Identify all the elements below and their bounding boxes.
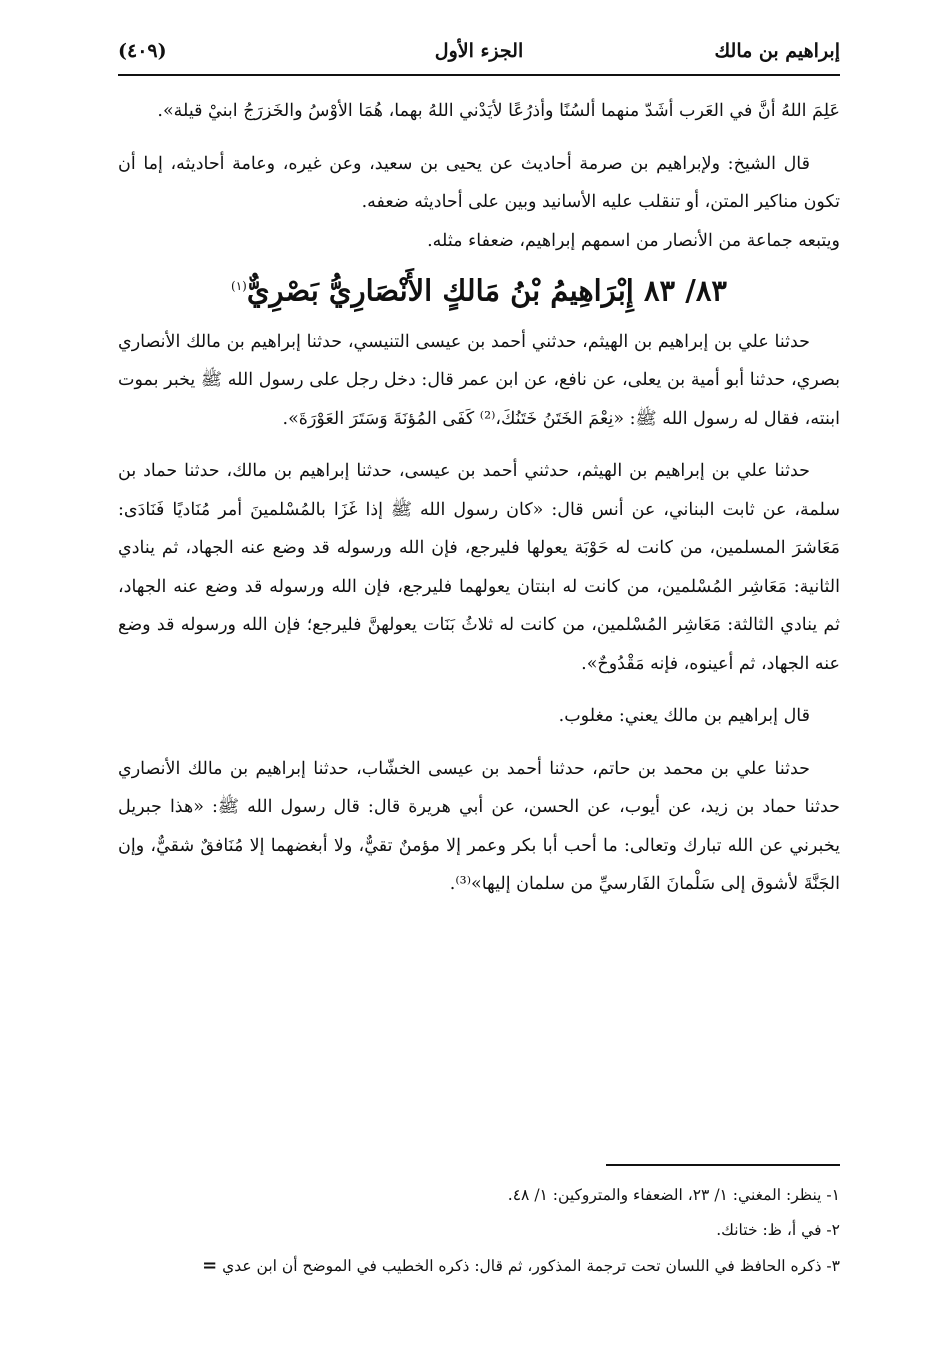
main-text <box>118 92 840 918</box>
running-head-volume: الجزء الأول <box>434 40 524 62</box>
entry-title-text: ٨٣/ ٨٣ إِبْرَاهِيمُ بْنُ مَالكٍ الأَنْصَارِيُّ بَصْرِيٌّ <box>246 273 727 308</box>
page-header <box>118 38 840 72</box>
paragraph-1: عَلِمَ اللهُ أنَّ في العَرب أشَدّ منهما ألسُنًا وأذرُعًا لأيَدْني اللهُ بهما، هُمَا الأوْسُ والخَزرَجُ ابنيْ قيلة». <box>157 101 840 121</box>
paragraph-4: حدثنا علي بن إبراهيم بن الهيثم، حدثني أحمد بن عيسى التنيسي، حدثنا إبراهيم بن مالك الأنصاري بصري، حدثنا أبو أمية بن يعلى، عن نافع، عن ابن عمر قال: دخل رجل على رسول الله ﷺ يخبر بموت ابنته، فقال له رسول الله ﷺ: «نِعْمَ الخَتَنُ خَتَنُكَ،⁽²⁾ كَفَى المُؤنَةَ وَسَتَرَ العَوْرَةَ». <box>118 331 840 429</box>
entry-title-footnote-ref: (١) <box>231 279 247 293</box>
footnote-3-text: ٣- ذكره الحافظ في اللسان تحت ترجمة المذكور، ثم قال: ذكره الخطيب في الموضح أن ابن عدي <box>222 1257 840 1275</box>
page-number: (٤٠٩) <box>118 40 167 62</box>
continuation-mark: = <box>202 1255 218 1276</box>
footnote-3 <box>80 1248 840 1284</box>
paragraph-7: حدثنا علي بن محمد بن حاتم، حدثنا أحمد بن عيسى الخشّاب، حدثنا إبراهيم بن مالك الأنصاري حدثنا حماد بن زيد، عن أيوب، عن الحسن، عن أبي هريرة قال: قال رسول الله ﷺ: «هذا جبريل يخبرني عن الله تبارك وتعالى: ما أحب أبا بكر وعمر إلا مؤمنٌ تقيٌّ، ولا أبغضهما إلا مُنَافقٌ شقيٌّ، وإن الجَنَّةَ لأشوق إلى سَلْمانَ الفَارسيِّ من سلمان إليها»⁽³⁾. <box>118 758 840 895</box>
paragraph-3: ويتبعه جماعة من الأنصار من اسمهم إبراهيم، ضعفاء مثله. <box>427 230 840 251</box>
footnotes <box>80 1178 840 1284</box>
header-rule <box>118 74 840 76</box>
paragraph-6: قال إبراهيم بن مالك يعني: مغلوب. <box>558 706 810 727</box>
paragraph-2: قال الشيخ: ولإبراهيم بن صرمة أحاديث عن يحيى بن سعيد، وعن غيره، وعامة أحاديثه، إما أن تكون مناكير المتن، أو تنقلب عليه الأسانيد وبين على أحاديثه ضعفه. <box>118 153 840 212</box>
footnote-1: ١- ينظر: المغني: ١/ ٢٣، الضعفاء والمتروكين: ١/ ٤٨. <box>507 1186 840 1204</box>
entry-title <box>118 264 840 313</box>
paragraph-5: حدثنا علي بن إبراهيم بن الهيثم، حدثني أحمد بن عيسى، حدثنا إبراهيم بن مالك، حدثنا حماد بن سلمة، عن ثابت البناني، عن أنس قال: «كان رسول الله ﷺ إذا غَزَا بالمُسْلمينَ أمر مُنَاديًا فَنَادَى: مَعَاشرَ المسلمين، من كانت له حَوْبَة يعولها فليرجع، فإن الله ورسوله قد وضع عنه الجهاد، ثم ينادي الثانية: مَعَاشِر المُسْلمين، من كانت له ابنتان يعولهما فليرجع، فإن الله ورسوله قد وضع عنه الجهاد، ثم ينادي الثالثة: مَعَاشِر المُسْلمين، من كانت له ثلاثُ بَنَات يعولهنَّ فليرجع؛ فإن الله ورسوله قد وضع عنه الجهاد، ثم أعينوه، فإنه مَقْدُوحٌ». <box>118 461 840 674</box>
footnote-2: ٢- في أ، ظ: ختانك. <box>716 1221 840 1239</box>
footnote-rule <box>606 1164 840 1166</box>
running-head-entry: إبراهيم بن مالك <box>714 40 840 62</box>
